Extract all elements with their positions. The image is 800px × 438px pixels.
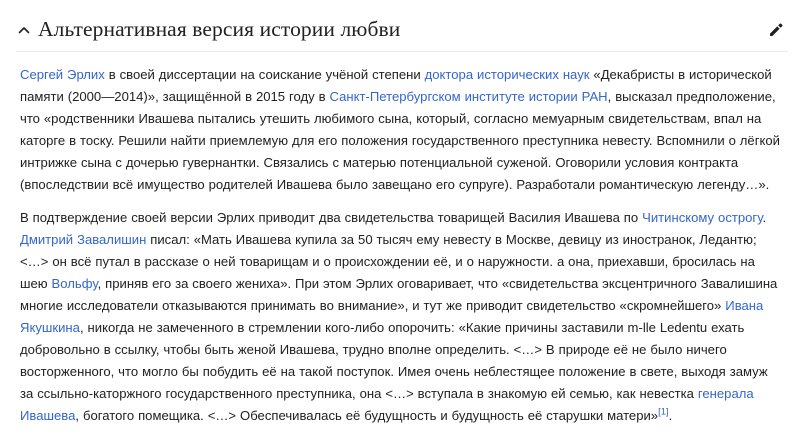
reference-superscript: [658, 407, 669, 418]
inline-link[interactable]: Санкт-Петербургском институте истории РАН: [329, 89, 608, 104]
text-run: писал: «Мать Ивашева купила за 50 тысяч ему невесту в Москве, девицу из иностранок, Ледантю; <…> он всё путал в рассказе о ней товарищам и о происхождении её, и о наружности. а она, приехавши, бросилась на шею: [20, 232, 757, 291]
text-run: В подтверждение своей версии Эрлих приводит два свидетельства товарищей Василия Ивашева по: [20, 210, 643, 225]
text-run: .: [762, 210, 767, 225]
text-run: , богатого помещика. <…> Обеспечивалась её будущность и будущность её старушки матери»: [75, 408, 659, 423]
inline-link[interactable]: Вольфу: [51, 276, 98, 291]
text-run: , приняв его за своего жениха». При этом Эрлих оговаривает, что «свидетельства эксцентричного Завалишина многие исследователи отказываются принимать во внимание», и тут же приводит свидетельство «скромнейшего»: [20, 276, 778, 313]
section-header: [16, 8, 788, 52]
inline-link[interactable]: Читинскому острогу: [642, 210, 763, 225]
paragraph-1: [20, 64, 780, 196]
text-run: в своей диссертации на соискание учёной степени: [104, 67, 425, 82]
paragraph-2: [20, 207, 780, 427]
text-run: .: [668, 408, 673, 423]
inline-link[interactable]: Ивана Якушкина: [20, 298, 764, 335]
inline-link[interactable]: Сергей Эрлих: [20, 67, 105, 82]
text-run: , высказал предположение, что «родственники Ивашева пытались утешить любимого сына, который, согласно мемуарным свидетельствам, впал на каторге в тоску. Решили найти приемлемую для его положения государственного преступника невесту. Вспомнили о лёгкой интрижке сына с дочерью гувернантки. Связались с матерью потенциальной суженой. Оговорили условия контракта (впоследствии всё имущество родителей Ивашева было завещано его супруге). Разработали романтическую легенду…».: [20, 89, 780, 192]
text-run: , никогда не замеченного в стремлении кого-либо опорочить: «Какие причины заставили m-lle Ledentu ехать добровольно в ссылку, чтобы быть женой Ивашева, трудно вполне определить. <…> В природе её не было ничего восторженного, что могло бы побудить её на такой поступок. Имея очень неблестящее положение в свете, выходя замуж за ссыльно-каторжного государственного преступника, она <…> вступала в знакомую ей семью, как невестка: [20, 320, 768, 401]
text-run: «Декабристы в исторической памяти (2000—2014)», защищённой в 2015 году в: [20, 67, 772, 104]
inline-link[interactable]: Дмитрий Завалишин: [20, 232, 147, 247]
inline-link[interactable]: генерала Ивашева: [20, 386, 754, 423]
section-title: Альтернативная версия истории любви: [38, 17, 401, 41]
reference-link[interactable]: [1]: [658, 406, 669, 418]
pencil-icon[interactable]: [766, 20, 786, 40]
section-content: [20, 64, 780, 438]
chevron-up-icon[interactable]: [16, 22, 32, 38]
inline-link[interactable]: доктора исторических наук: [424, 67, 590, 82]
